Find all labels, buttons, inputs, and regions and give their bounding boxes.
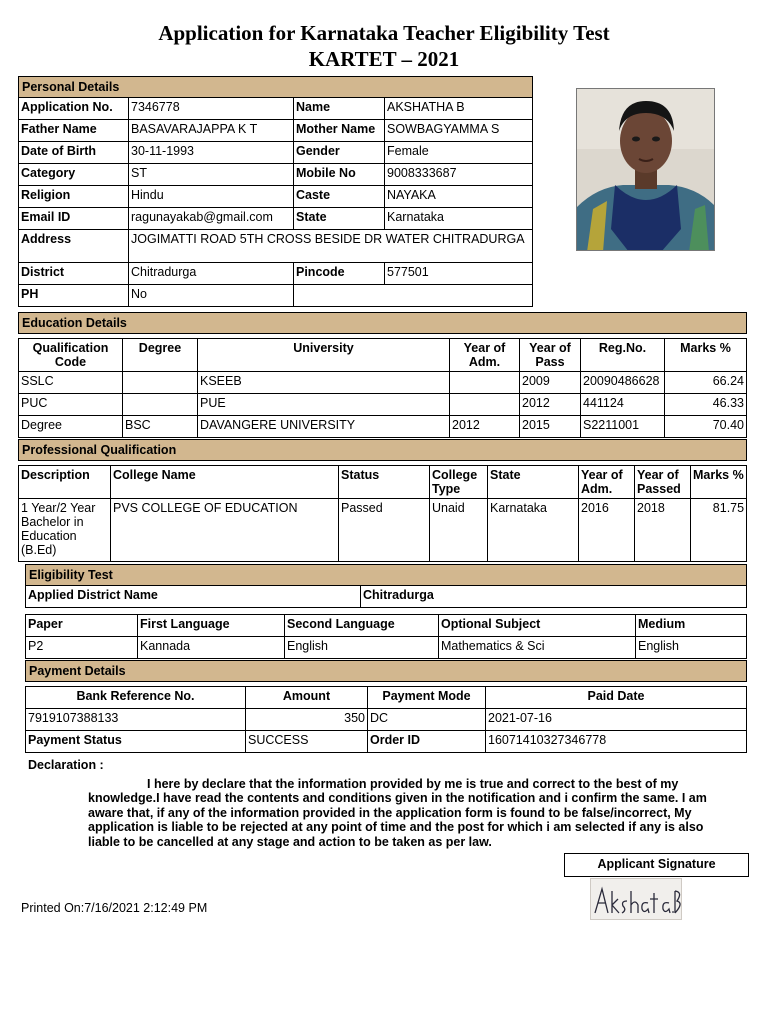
- declaration-text: I here by declare that the information provided by me is true and correct to the best of my knowledge.I have read the contents and conditions given in the notification and i confirm the same. I am aware that, if any of the information provided in the application form is found to be false/incorrect, My application is liable to be rejected at any point of time and the post for which i am selected if any is also liable to be cancelled at any stage and action to be taken as per law.: [88, 777, 707, 849]
- pay-cell: 350: [246, 709, 368, 731]
- pay-col-bank-ref: Bank Reference No.: [26, 687, 246, 709]
- edu-cell: BSC: [123, 416, 198, 438]
- name-value: AKSHATHA B: [385, 98, 533, 120]
- pq-cell: Unaid: [430, 499, 488, 562]
- pq-cell: PVS COLLEGE OF EDUCATION: [111, 499, 339, 562]
- applicant-signature-image: [590, 878, 682, 920]
- edu-cell: 441124: [581, 394, 665, 416]
- pq-cell: 2016: [579, 499, 635, 562]
- pq-col-description: Description: [19, 466, 111, 499]
- education-details-table: [18, 312, 747, 438]
- pq-cell: Passed: [339, 499, 430, 562]
- pq-col-college-name: College Name: [111, 466, 339, 499]
- religion-value: Hindu: [129, 186, 294, 208]
- edu-cell: PUE: [198, 394, 450, 416]
- form-subtitle: KARTET – 2021: [308, 47, 460, 71]
- edu-cell: [450, 372, 520, 394]
- edu-cell: [450, 394, 520, 416]
- pay-cell: DC: [368, 709, 486, 731]
- table-row: [26, 709, 747, 731]
- pay-cell: 2021-07-16: [486, 709, 747, 731]
- pq-col-college-type: College Type: [430, 466, 488, 499]
- pincode-label: Pincode: [294, 263, 385, 285]
- pay-cell: 7919107388133: [26, 709, 246, 731]
- pay-col-mode: Payment Mode: [368, 687, 486, 709]
- edu-col-degree: Degree: [123, 339, 198, 372]
- edu-col-year-adm: Year of Adm.: [450, 339, 520, 372]
- declaration-label: Declaration :: [28, 758, 104, 772]
- pq-col-status: Status: [339, 466, 430, 499]
- table-row: [19, 394, 747, 416]
- paper-cell: Mathematics & Sci: [439, 637, 636, 659]
- pq-cell: 81.75: [691, 499, 747, 562]
- caste-label: Caste: [294, 186, 385, 208]
- applied-district-label: Applied District Name: [26, 586, 361, 608]
- eligibility-test-header: Eligibility Test: [26, 565, 747, 586]
- form-title: Application for Karnataka Teacher Eligibility Test: [158, 21, 610, 45]
- paper-details-table: [25, 614, 747, 659]
- edu-cell: Degree: [19, 416, 123, 438]
- table-row: [19, 416, 747, 438]
- dob-value: 30-11-1993: [129, 142, 294, 164]
- edu-col-year-pass: Year of Pass: [520, 339, 581, 372]
- ph-value: No: [129, 285, 294, 307]
- table-row: [19, 499, 747, 562]
- edu-cell: [123, 394, 198, 416]
- caste-value: NAYAKA: [385, 186, 533, 208]
- edu-cell: SSLC: [19, 372, 123, 394]
- edu-col-marks: Marks %: [665, 339, 747, 372]
- edu-cell: 2012: [520, 394, 581, 416]
- edu-cell: 2009: [520, 372, 581, 394]
- gender-label: Gender: [294, 142, 385, 164]
- order-id-value: 16071410327346778: [486, 731, 747, 753]
- edu-cell: 66.24: [665, 372, 747, 394]
- state-value: Karnataka: [385, 208, 533, 230]
- payment-details-header: Payment Details: [26, 661, 747, 682]
- state-label: State: [294, 208, 385, 230]
- edu-cell: KSEEB: [198, 372, 450, 394]
- edu-cell: 2015: [520, 416, 581, 438]
- payment-status-value: SUCCESS: [246, 731, 368, 753]
- mother-name-label: Mother Name: [294, 120, 385, 142]
- pq-cell: 2018: [635, 499, 691, 562]
- dob-label: Date of Birth: [19, 142, 129, 164]
- paper-cell: Kannada: [138, 637, 285, 659]
- edu-cell: S2211001: [581, 416, 665, 438]
- father-name-label: Father Name: [19, 120, 129, 142]
- edu-col-reg-no: Reg.No.: [581, 339, 665, 372]
- category-value: ST: [129, 164, 294, 186]
- application-no-label: Application No.: [19, 98, 129, 120]
- paper-cell: English: [636, 637, 747, 659]
- paper-col-paper: Paper: [26, 615, 138, 637]
- gender-value: Female: [385, 142, 533, 164]
- application-no-value: 7346778: [129, 98, 294, 120]
- applicant-photo-image: [577, 89, 715, 251]
- printed-on-timestamp: Printed On:7/16/2021 2:12:49 PM: [21, 901, 208, 915]
- edu-cell: DAVANGERE UNIVERSITY: [198, 416, 450, 438]
- email-label: Email ID: [19, 208, 129, 230]
- edu-cell: [123, 372, 198, 394]
- email-value: ragunayakab@gmail.com: [129, 208, 294, 230]
- edu-cell: 70.40: [665, 416, 747, 438]
- pincode-value: 577501: [385, 263, 533, 285]
- address-value: JOGIMATTI ROAD 5TH CROSS BESIDE DR WATER CHITRADURGA: [129, 230, 533, 263]
- religion-label: Religion: [19, 186, 129, 208]
- district-value: Chitradurga: [129, 263, 294, 285]
- pq-cell: Karnataka: [488, 499, 579, 562]
- district-label: District: [19, 263, 129, 285]
- professional-qualification-table: [18, 439, 747, 562]
- ph-label: PH: [19, 285, 129, 307]
- address-label: Address: [19, 230, 129, 263]
- name-label: Name: [294, 98, 385, 120]
- personal-details-header: Personal Details: [19, 77, 533, 98]
- paper-col-second-language: Second Language: [285, 615, 439, 637]
- edu-cell: 2012: [450, 416, 520, 438]
- professional-qualification-header: Professional Qualification: [19, 440, 747, 461]
- pq-col-marks: Marks %: [691, 466, 747, 499]
- eligibility-test-table: [25, 564, 747, 608]
- applied-district-value: Chitradurga: [361, 586, 747, 608]
- edu-col-qualification-code: Qualification Code: [19, 339, 123, 372]
- empty-cell: [294, 285, 533, 307]
- pq-col-year-passed: Year of Passed: [635, 466, 691, 499]
- education-details-header: Education Details: [19, 313, 747, 334]
- paper-cell: English: [285, 637, 439, 659]
- pq-cell: 1 Year/2 Year Bachelor in Education (B.Ed): [19, 499, 111, 562]
- pay-col-paid-date: Paid Date: [486, 687, 747, 709]
- mother-name-value: SOWBAGYAMMA S: [385, 120, 533, 142]
- paper-col-optional-subject: Optional Subject: [439, 615, 636, 637]
- edu-cell: 46.33: [665, 394, 747, 416]
- father-name-value: BASAVARAJAPPA K T: [129, 120, 294, 142]
- applicant-signature-label: Applicant Signature: [564, 853, 749, 877]
- pq-col-state: State: [488, 466, 579, 499]
- payment-details-table: [25, 660, 747, 753]
- applicant-photo: [576, 88, 715, 251]
- mobile-value: 9008333687: [385, 164, 533, 186]
- personal-details-table: [18, 76, 533, 307]
- paper-col-medium: Medium: [636, 615, 747, 637]
- edu-col-university: University: [198, 339, 450, 372]
- payment-status-label: Payment Status: [26, 731, 246, 753]
- mobile-label: Mobile No: [294, 164, 385, 186]
- edu-cell: PUC: [19, 394, 123, 416]
- edu-cell: 20090486628: [581, 372, 665, 394]
- signature-drawing: [591, 879, 682, 920]
- paper-cell: P2: [26, 637, 138, 659]
- table-row: [26, 637, 747, 659]
- paper-col-first-language: First Language: [138, 615, 285, 637]
- pay-col-amount: Amount: [246, 687, 368, 709]
- order-id-label: Order ID: [368, 731, 486, 753]
- pq-col-year-adm: Year of Adm.: [579, 466, 635, 499]
- table-row: [19, 372, 747, 394]
- category-label: Category: [19, 164, 129, 186]
